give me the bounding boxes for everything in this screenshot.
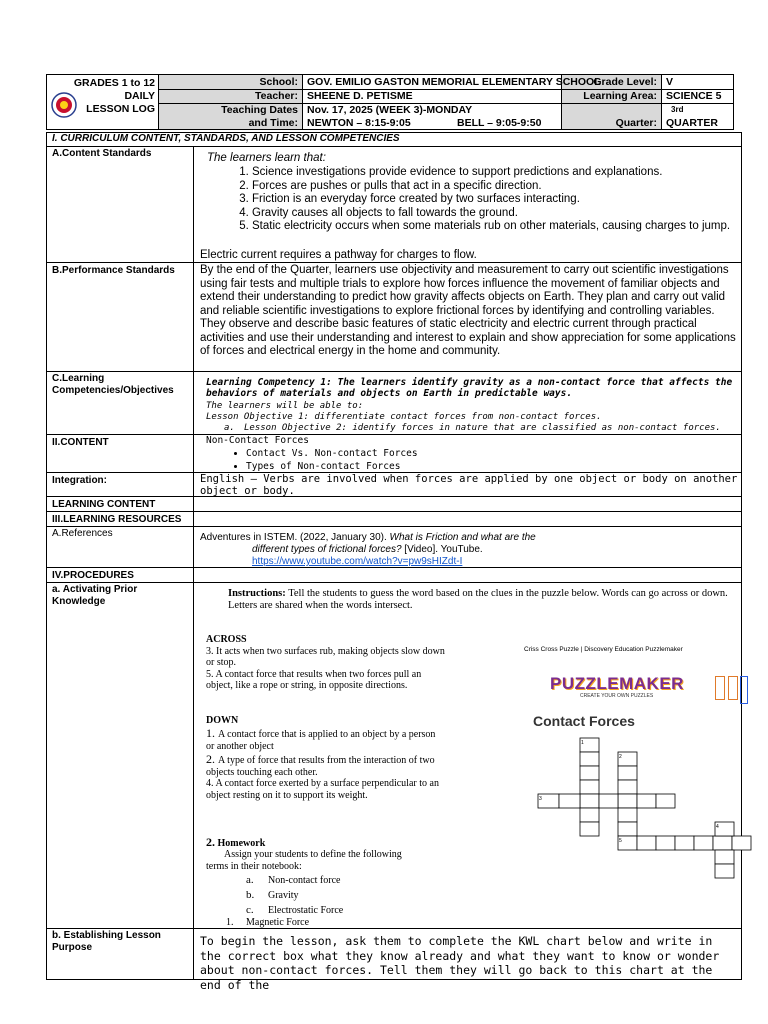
form-title: GRADES 1 to 12 DAILY LESSON LOG <box>73 77 155 115</box>
performance-standards-text: By the end of the Quarter, learners use objectivity and measurement to carry out scientific investigations using fair tests and multiple trials to explore how forces influence the movement of familiar objects and extend their understanding to predict how gravity affects objects on Earth. They plan and carry out valid and reliable scientific investigations to explore frictional forces by identifying and controlling variables. They observe and describe basic features of static electricity and electric current through practical activities and use their understanding and interest to explain and show appreciation for some applications of forces and electrical energy in the home and community. <box>200 264 736 357</box>
teaching-time: NEWTON – 8:15-9:05 <box>307 117 411 129</box>
dates-label: Teaching Dates and Time: <box>221 104 298 129</box>
references-label: A.References <box>52 528 113 539</box>
list-item: • Contact Vs. Non-contact Forces <box>246 447 418 460</box>
content-standards-intro: The learners learn that: <box>207 152 326 164</box>
homework-list <box>246 873 343 918</box>
performance-standards-label: B.Performance Standards <box>52 265 175 276</box>
able-line: The learners will be able to: <box>206 401 364 411</box>
establishing-label: b. Establishing Lesson Purpose <box>52 930 161 953</box>
objective-2: Lesson Objective 2: identify forces in nature that are classified as non-contact forces. <box>244 423 721 433</box>
puzzlemaker-logo: PUZZLEMAKER <box>550 674 684 693</box>
across-clues: ACROSS 3. It acts when two surfaces rub, making objects slow down or stop. 5. A contact force that results when two forces pull an object, like a rope or string, in opposite directions. <box>206 634 445 691</box>
logo-box-icon <box>728 676 738 700</box>
grade-value: V <box>666 76 674 88</box>
activating-label: a. Activating Prior Knowledge <box>52 584 138 607</box>
grid-number-3: 3 <box>539 796 542 802</box>
teaching-date: Nov. 17, 2025 (WEEK 3)-MONDAY <box>307 104 473 116</box>
area-label: Learning Area: <box>583 90 657 102</box>
content-standards-outro: Electric current requires a pathway for charges to flow. <box>200 249 477 261</box>
grid-number-4: 4 <box>716 824 719 830</box>
learning-competency: Learning Competency 1: The learners identify gravity as a non-contact force that affects the behaviors of materials and objects on Earth in predictable ways. <box>206 377 733 399</box>
content-title: Non-Contact Forces <box>206 435 309 446</box>
quarter-sup: 3rd <box>671 105 684 114</box>
teaching-time-2: BELL – 9:05-9:50 <box>457 117 542 129</box>
integration-text: English – Verbs are involved when forces are applied by one object or body on another object or body. <box>200 473 738 497</box>
procedures-label: IV.PROCEDURES <box>52 570 134 581</box>
objective-2-marker: a. <box>224 423 235 433</box>
content-standards-label: A.Content Standards <box>52 148 152 159</box>
homework-last: 1. Magnetic Force <box>226 917 310 928</box>
reference-entry-2: different types of frictional forces? [Video]. YouTube. <box>252 544 483 555</box>
content-list <box>246 447 418 473</box>
crossword-grid <box>530 736 760 886</box>
list-item: b. Gravity <box>246 889 299 901</box>
header-table <box>46 74 734 130</box>
area-value: SCIENCE 5 <box>666 90 722 102</box>
homework-text: Assign your students to define the following terms in their notebook: <box>206 849 402 872</box>
down-clues: 1. A contact force that is applied to an object by a person or another object 2. A type of force that results from the interaction of two objects touching each other. 4. A contact force exerted by a surface perpendicular to an object resting on it to support its weight. <box>206 726 439 801</box>
grid-number-2: 2 <box>619 754 622 760</box>
reference-entry: Adventures in ISTEM. (2022, January 30). What is Friction and what are the <box>200 532 536 543</box>
content-label: II.CONTENT <box>52 437 109 448</box>
logo-box-icon <box>715 676 725 700</box>
puzzle-caption: Criss Cross Puzzle | Discovery Education Puzzlemaker <box>524 646 683 653</box>
content-standards-list <box>234 166 752 234</box>
list-item: 5. Static electricity occurs when some materials rub on other materials, causing charges to jump. <box>252 220 752 234</box>
list-item: c. Electrostatic Force <box>246 904 344 916</box>
list-item: • Types of Non-contact Forces <box>246 460 418 473</box>
grid-number-5: 5 <box>619 838 622 844</box>
grade-label: Grade Level: <box>593 76 657 88</box>
puzzlemaker-sub: CREATE YOUR OWN PUZZLES <box>580 693 654 699</box>
quarter-value: QUARTER <box>666 117 718 129</box>
school-label: School: <box>259 76 298 88</box>
logo-box-icon <box>740 676 748 704</box>
integration-label: Integration: <box>52 475 107 486</box>
learning-content-label: LEARNING CONTENT <box>52 499 156 510</box>
competencies-label: C.Learning Competencies/Objectives <box>52 373 174 396</box>
objective-1: Lesson Objective 1: differentiate contact forces from non-contact forces. <box>206 412 602 422</box>
homework-title: 2. Homework <box>206 835 266 849</box>
grid-number-1: 1 <box>581 740 584 746</box>
school-name: GOV. EMILIO GASTON MEMORIAL ELEMENTARY SCHOOL <box>307 76 601 88</box>
list-item: 3. Friction is an everyday force created by two surfaces interacting. <box>252 193 752 207</box>
quarter-label: Quarter: <box>615 117 657 129</box>
teacher-label: Teacher: <box>255 90 298 102</box>
list-item: 1. Science investigations provide evidence to support predictions and explanations. <box>252 166 752 180</box>
down-title: DOWN <box>206 715 239 726</box>
teacher-name: SHEENE D. PETISME <box>307 90 413 102</box>
puzzle-title: Contact Forces <box>533 713 635 729</box>
section-curriculum: I. CURRICULUM CONTENT, STANDARDS, AND LESSON COMPETENCIES <box>52 133 400 144</box>
list-item: 4. Gravity causes all objects to fall towards the ground. <box>252 207 752 221</box>
list-item: 2. Forces are pushes or pulls that act in a specific direction. <box>252 180 752 194</box>
reference-link[interactable]: https://www.youtube.com/watch?v=pw9sHIZdt-I <box>252 556 463 567</box>
learning-resources-label: III.LEARNING RESOURCES <box>52 514 182 525</box>
establishing-text: To begin the lesson, ask them to complete the KWL chart below and write in the correct box what they know already and what they want to know or wonder about non-contact forces. Tell them they will go back to this chart at the end of the <box>200 934 720 992</box>
instructions: Instructions: Tell the students to guess the word based on the clues in the puzzle below. Words can go across or down. Letters are shared when the words intersect. <box>228 588 728 611</box>
list-item: a. Non-contact force <box>246 874 341 886</box>
